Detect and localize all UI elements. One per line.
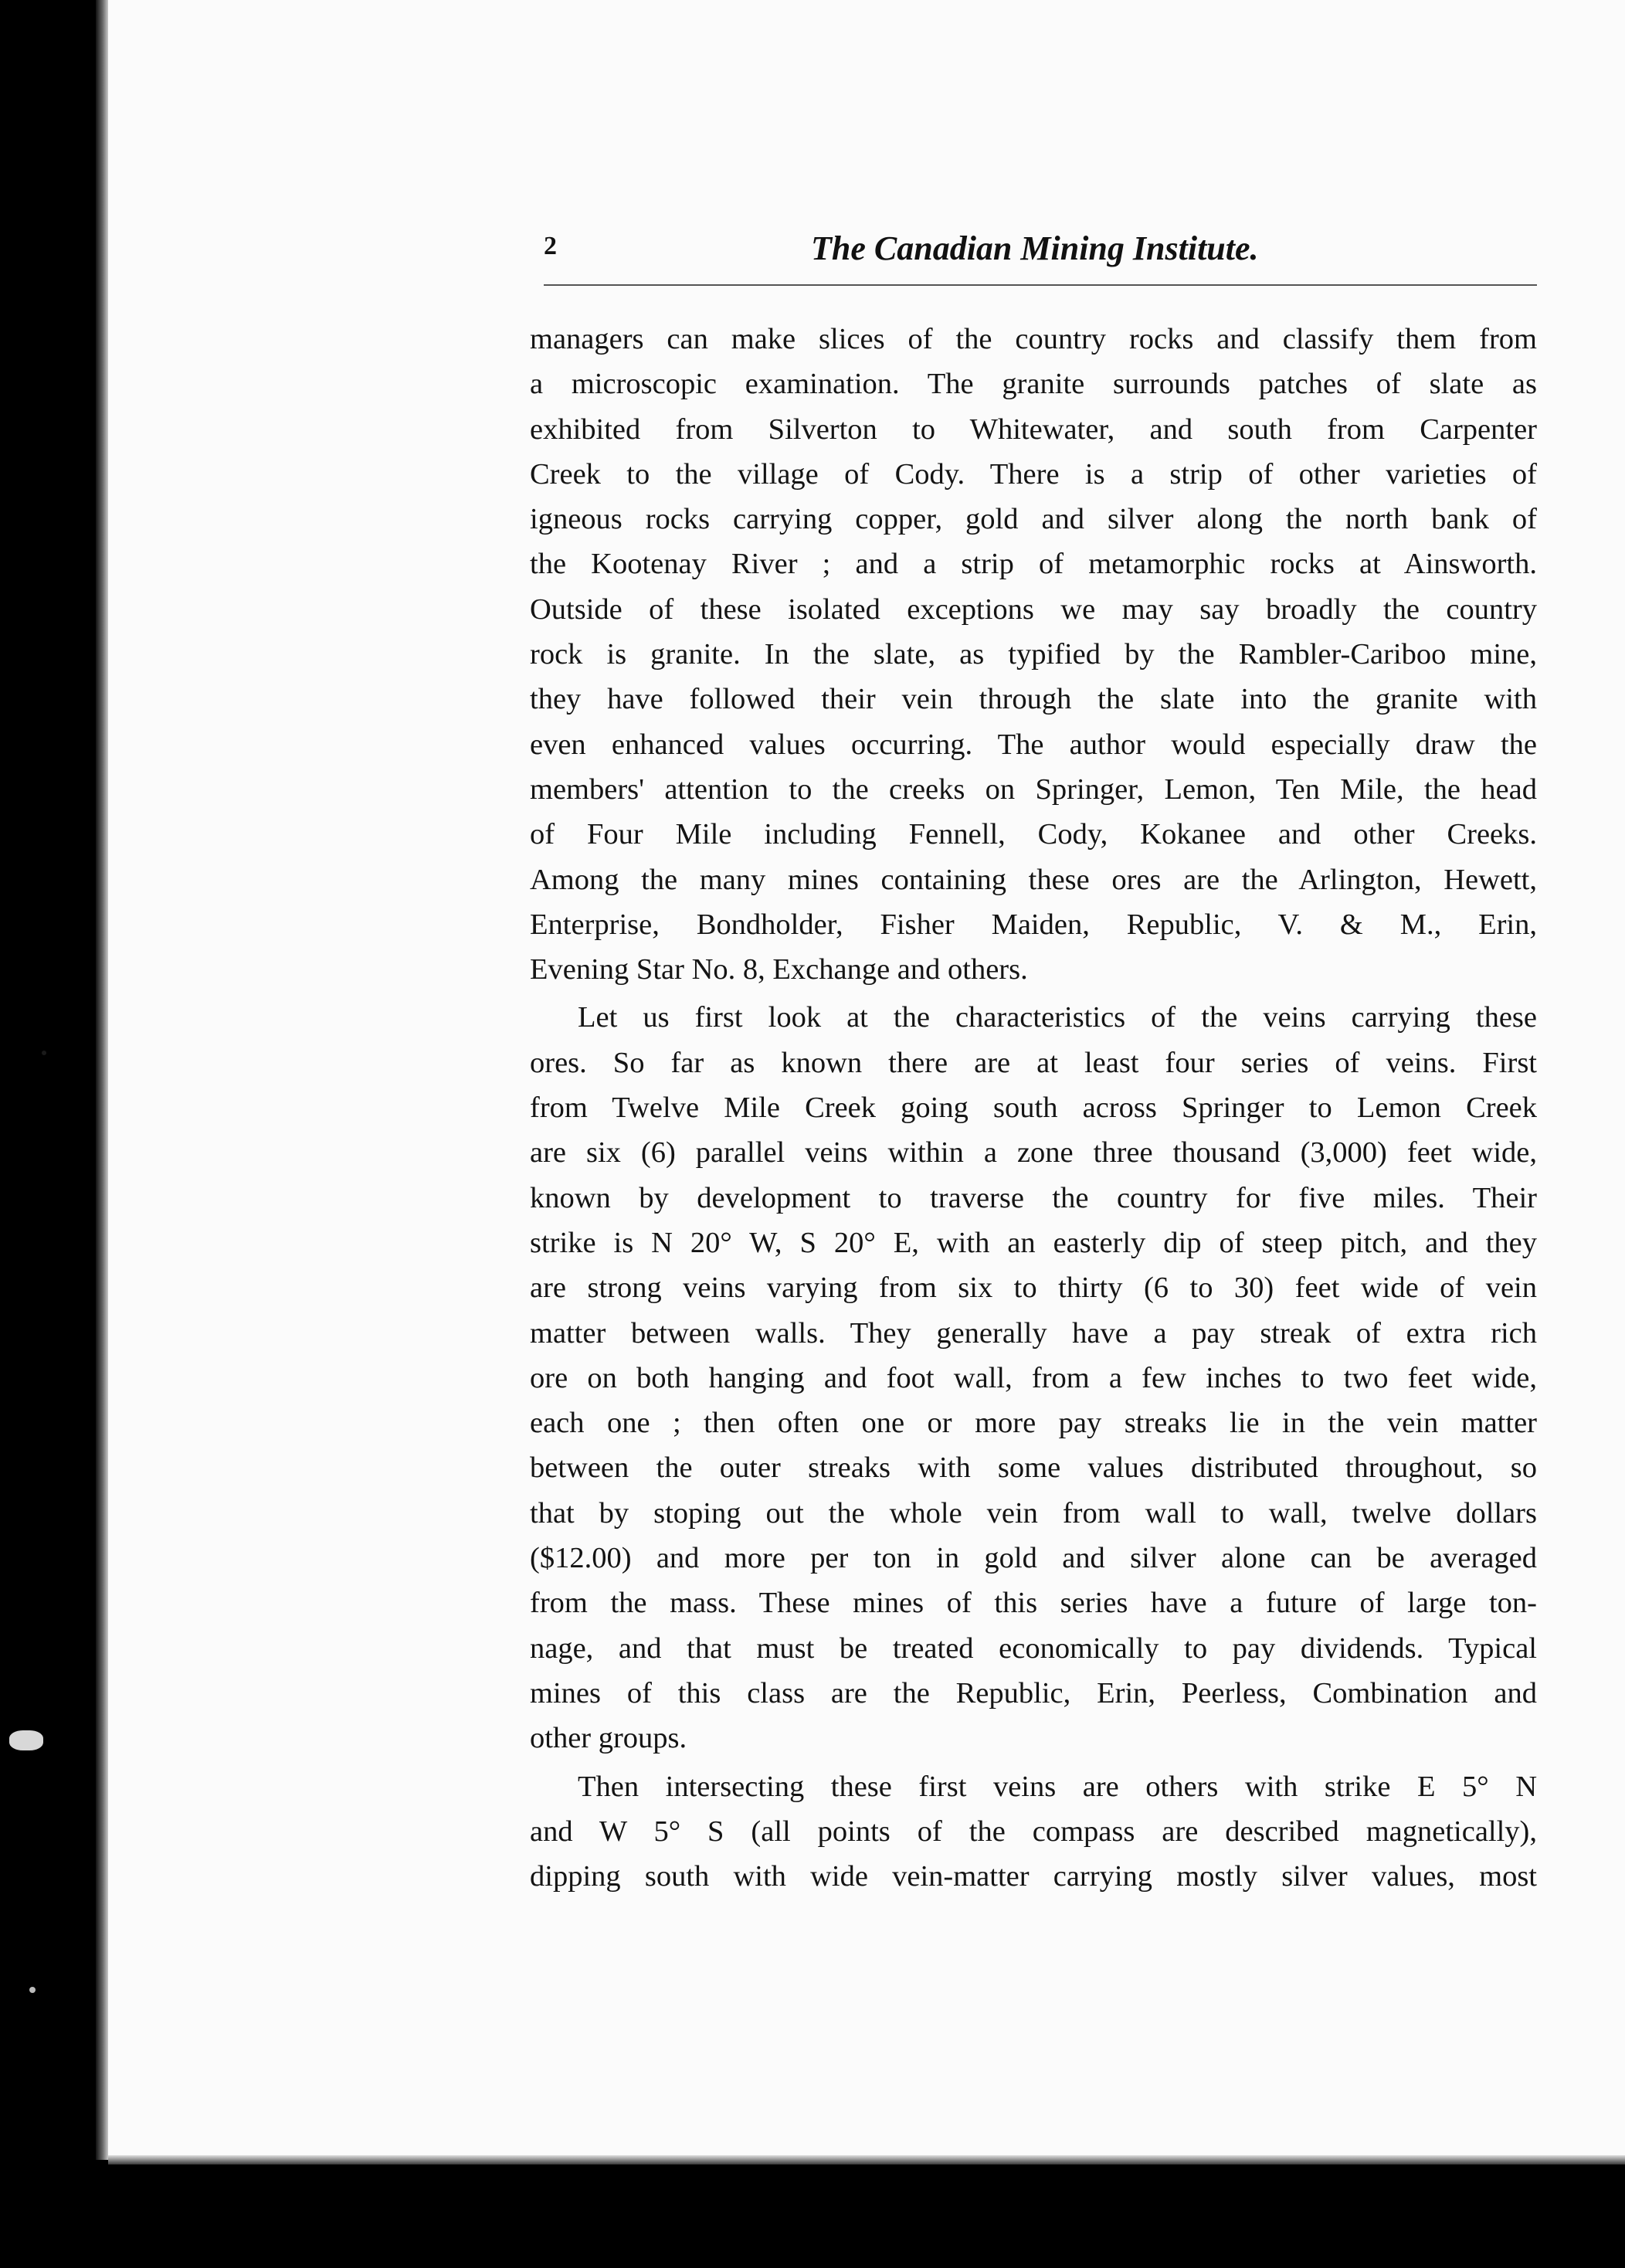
text-line: rock is granite. In the slate, as typified by the Rambler-Cariboo mine, [530,638,1537,671]
margin-speck [9,1730,43,1750]
text-line: exhibited from Silverton to Whitewater, and south from Carpenter [530,413,1537,446]
text-line: a microscopic examination. The granite surrounds patches of slate as [530,368,1537,401]
text-line: Enterprise, Bondholder, Fisher Maiden, Republic, V. & M., Erin, [530,908,1537,941]
text-line: members' attention to the creeks on Springer, Lemon, Ten Mile, the head [530,772,1537,806]
text-line: known by development to traverse the country for five miles. Their [530,1181,1537,1214]
text-line: Outside of these isolated exceptions we may say broadly the country [530,592,1537,626]
text-line: from Twelve Mile Creek going south across Springer to Lemon Creek [530,1092,1537,1125]
text-line: other groups. [530,1722,687,1755]
text-line: Creek to the village of Cody. There is a strip of other varieties of [530,457,1537,491]
text-line: between the outer streaks with some values distributed throughout, so [530,1451,1537,1485]
text-line: mines of this class are the Republic, Erin, Peerless, Combination and [530,1676,1537,1709]
text-line: are six (6) parallel veins within a zone three thousand (3,000) feet wide, [530,1136,1537,1170]
text-line: they have followed their vein through the slate into the granite with [530,683,1537,716]
text-line: Let us first look at the characteristics of the veins carrying these [578,1001,1537,1034]
text-line: the Kootenay River ; and a strip of metamorphic rocks at Ainsworth. [530,548,1537,581]
running-title: The Canadian Mining Institute. [811,229,1259,267]
page-bottom-edge [108,2155,1625,2164]
text-line: and W 5° S (all points of the compass are described magnetically), [530,1815,1537,1848]
paragraph-3 [530,1764,1537,1900]
text-line: Evening Star No. 8, Exchange and others. [530,953,1028,986]
page-number: 2 [544,232,557,260]
text-line: Among the many mines containing these ores are the Arlington, Hewett, [530,863,1537,896]
text-line: from the mass. These mines of this series have a future of large ton- [530,1587,1537,1620]
text-line: of Four Mile including Fennell, Cody, Kokanee and other Creeks. [530,818,1537,851]
paragraph-1 [530,317,1537,992]
text-line: that by stoping out the whole vein from wall to wall, twelve dollars [530,1496,1537,1530]
page-header [544,229,1537,278]
margin-speck [42,1051,46,1055]
text-line: Then intersecting these first veins are others with strike E 5° N [578,1770,1537,1803]
text-line: strike is N 20° W, S 20° E, with an easterly dip of steep pitch, and they [530,1226,1537,1259]
body-text [530,317,1537,1899]
text-line: matter between walls. They generally have a pay streak of extra rich [530,1316,1537,1350]
text-line: igneous rocks carrying copper, gold and silver along the north bank of [530,503,1537,536]
text-line: ($12.00) and more per ton in gold and silver alone can be averaged [530,1542,1537,1575]
text-line: dipping south with wide vein-matter carrying mostly silver values, most [530,1860,1537,1893]
text-line: managers can make slices of the country rocks and classify them from [530,323,1537,355]
text-line: are strong veins varying from six to thirty (6 to 30) feet wide of vein [530,1272,1537,1305]
text-line: even enhanced values occurring. The author would especially draw the [530,728,1537,761]
paragraph-2 [530,995,1537,1760]
text-line: ores. So far as known there are at least four series of veins. First [530,1046,1537,1079]
margin-speck [29,1987,36,1993]
text-line: each one ; then often one or more pay streaks lie in the vein matter [530,1407,1537,1440]
header-rule [544,284,1537,286]
text-line: ore on both hanging and foot wall, from a few inches to two feet wide, [530,1361,1537,1394]
text-line: nage, and that must be treated economically to pay dividends. Typical [530,1631,1537,1665]
